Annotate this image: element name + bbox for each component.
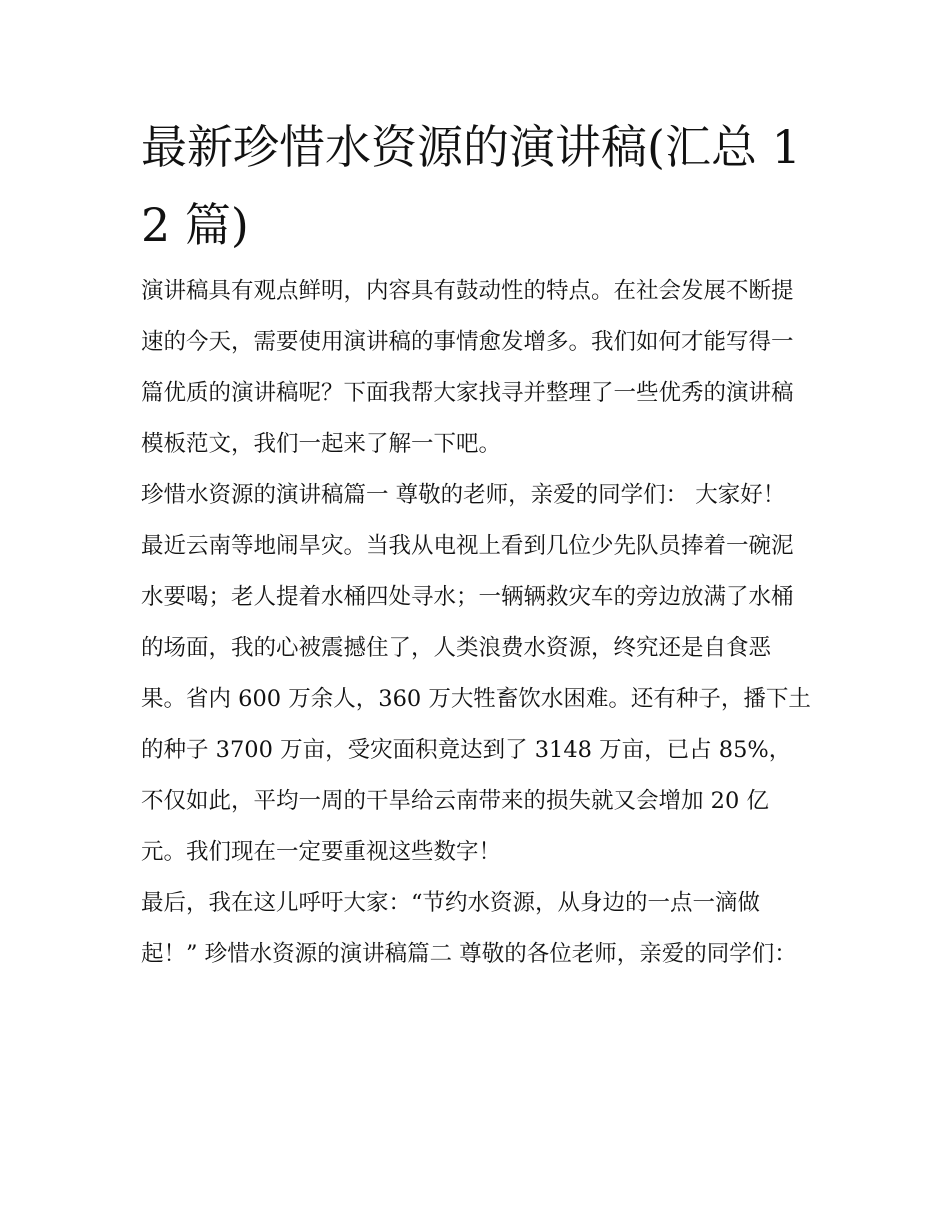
- document-title: 最新珍惜水资源的演讲稿(汇总 12 篇): [141, 120, 801, 252]
- document-body: [141, 108, 813, 980]
- closing-paragraph: 最后，我在这儿呼吁大家：“节约水资源，从身边的一点一滴做起！” 珍惜水资源的演讲稿篇二 尊敬的各位老师，亲爱的同学们：: [141, 890, 797, 967]
- drought-paragraph: 最近云南等地闹旱灾。当我从电视上看到几位少先队员捧着一碗泥水要喝；老人提着水桶四处寻水；一辆辆救灾车的旁边放满了水桶的场面，我的心被震撼住了，人类浪费水资源，终究还是自食恶果。省内 600 万余人，360 万大牲畜饮水困难。还有种子，播下土的种子 3700 万亩，受灾面积竟达到了 3148 万亩，已占 85%，不仅如此，平均一周的干旱给云南带来的损失就又会增加 20 亿元。我们现在一定要重视这些数字！: [141, 533, 811, 865]
- speech-one-greeting: 珍惜水资源的演讲稿篇一 尊敬的老师，亲爱的同学们： 大家好！: [141, 482, 786, 508]
- intro-paragraph: 演讲稿具有观点鲜明，内容具有鼓动性的特点。在社会发展不断提速的今天，需要使用演讲稿的事情愈发增多。我们如何才能写得一篇优质的演讲稿呢？下面我帮大家找寻并整理了一些优秀的演讲稿模板范文，我们一起来了解一下吧。: [141, 278, 794, 457]
